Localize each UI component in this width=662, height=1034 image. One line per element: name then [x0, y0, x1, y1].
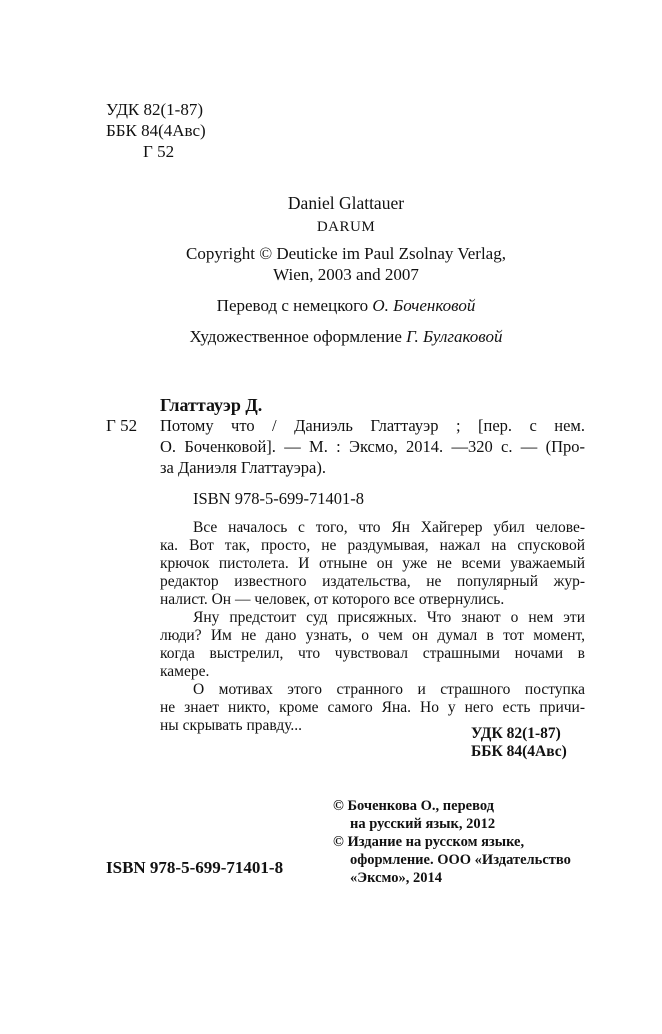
- copyright-line-2: Wien, 2003 and 2007: [273, 265, 419, 284]
- copyright-notice-line: © Боченкова О., перевод: [333, 798, 494, 814]
- original-title: DARUM: [316, 219, 376, 235]
- footer-isbn: ISBN 978-5-699-71401-8: [106, 858, 284, 877]
- bib-line: О. Боченковой]. — М. : Эксмо, 2014. —320 с. — (Про-: [160, 437, 585, 456]
- author-mark: Г 52: [143, 142, 175, 161]
- annotation-line: Все началось с того, что Ян Хайгерер убил челове-: [193, 519, 585, 536]
- translation-credit: [120, 296, 572, 316]
- bib-line: Потому что / Даниэль Глаттауэр ; [пер. с нем.: [160, 416, 585, 435]
- translator-name: О. Боченковой: [372, 296, 476, 315]
- annotation-udk: УДК 82(1-87): [471, 725, 561, 742]
- translation-prefix: Перевод с немецкого: [216, 296, 369, 315]
- bib-author-mark: Г 52: [106, 416, 138, 435]
- copyright-notice-line: на русский язык, 2012: [350, 816, 496, 832]
- annotation-line: люди? Им не дано узнать, о чем он думал в тот момент,: [160, 627, 585, 644]
- original-author: Daniel Glattauer: [287, 193, 405, 213]
- annotation-line: камере.: [160, 663, 210, 680]
- copyright-notice-line: «Эксмо», 2014: [350, 870, 442, 886]
- annotation-line: Яну предстоит суд присяжных. Что знают о нем эти: [193, 609, 585, 626]
- bbk-code: ББК 84(4Авс): [106, 121, 206, 140]
- annotation-line: О мотивах этого странного и страшного поступка: [193, 681, 585, 698]
- copyright-notice-line: © Издание на русском языке,: [333, 834, 525, 850]
- designer-name: Г. Булгаковой: [406, 327, 503, 346]
- udk-code: УДК 82(1-87): [106, 100, 203, 119]
- annotation-bbk: ББК 84(4Авс): [471, 743, 567, 760]
- annotation-line: ка. Вот так, просто, не раздумывая, нажал на спусковой: [160, 537, 585, 554]
- annotation-line: крючок пистолета. И отныне он уже не всеми уважаемый: [160, 555, 585, 572]
- copyright-line-1: Copyright © Deuticke im Paul Zsolnay Verlag,: [186, 244, 506, 263]
- annotation-line: не знает никто, кроме самого Яна. Но у него есть причи-: [160, 699, 585, 716]
- bib-line: за Даниэля Глаттауэра).: [160, 458, 326, 477]
- bib-isbn: ISBN 978-5-699-71401-8: [193, 489, 364, 508]
- copyright-notice-line: оформление. ООО «Издательство: [350, 852, 571, 868]
- annotation-line: ны скрывать правду...: [160, 717, 303, 734]
- bib-author-heading: Глаттауэр Д.: [160, 395, 263, 415]
- annotation-line: когда выстрелил, что чувствовал страшными ночами в: [160, 645, 585, 662]
- design-credit: [120, 327, 572, 347]
- annotation-line: налист. Он — человек, от которого все отвернулись.: [160, 591, 505, 608]
- annotation-line: редактор известного издательства, не популярный жур-: [160, 573, 585, 590]
- design-prefix: Художественное оформление: [189, 327, 402, 346]
